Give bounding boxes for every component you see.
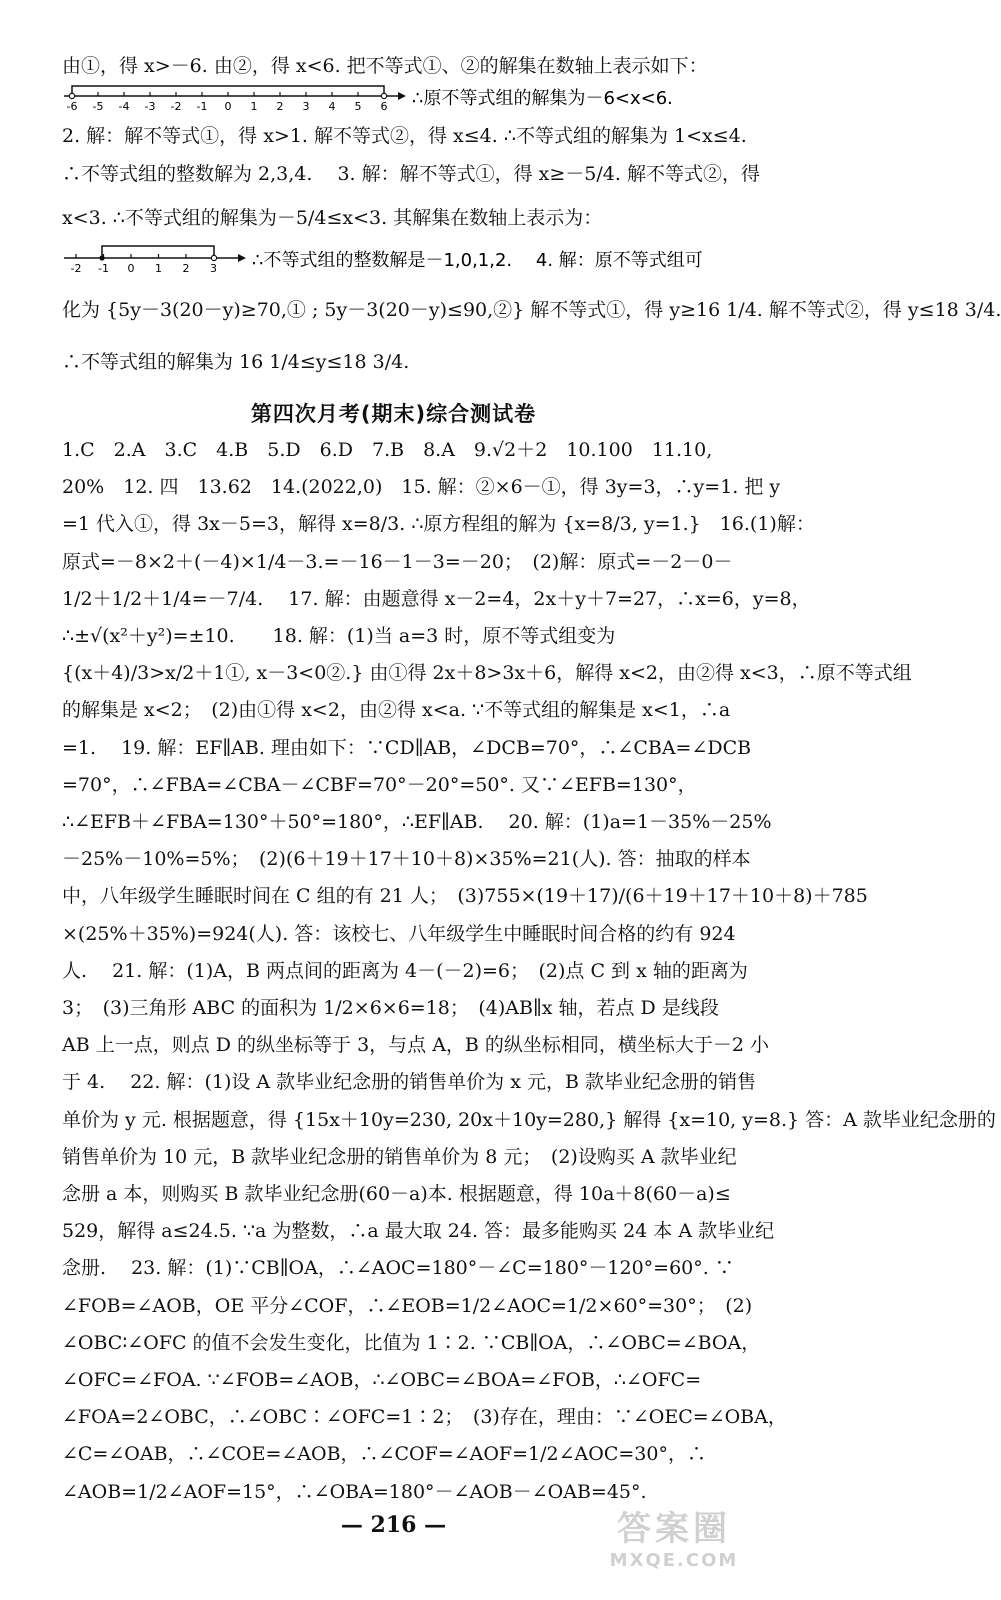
text-line: 化为 {5y－3(20－y)≥70,① ; 5y－3(20－y)≤90,②} 解不等式①，得 y≥16 1/4. 解不等式②，得 y≤18 3/4. — [62, 299, 1001, 321]
text-line: ∴∠EFB＋∠FBA=130°＋50°=180°，∴EF∥AB. 20. 解：(1)a=1－35%－25% — [62, 811, 772, 833]
text-line: x<3. ∴不等式组的解集为－5/4≤x<3. 其解集在数轴上表示为： — [62, 207, 603, 229]
axis1-arrow — [398, 92, 406, 100]
axis1-tick-label: 6 — [380, 100, 388, 113]
text-line: 的解集是 x<2； (2)由①得 x<2，由②得 x<a. ∵不等式组的解集是 x<1，∴a — [62, 699, 731, 721]
text-line: －25%－10%=5%； (2)(6＋19＋17＋10＋8)×35%=21(人). 答：抽取的样本 — [62, 848, 751, 870]
axis1-tick-label: 2 — [276, 100, 284, 113]
axis1-tick-label: -2 — [170, 100, 182, 113]
text-line: 20% 12. 四 13.62 14.(2022,0) 15. 解：②×6－①，得 3y=3，∴y=1. 把 y — [62, 476, 781, 498]
page-number: — 216 — — [340, 1512, 447, 1538]
site-watermark — [579, 1508, 769, 1578]
text-line: 由①，得 x>－6. 由②，得 x<6. 把不等式①、②的解集在数轴上表示如下： — [62, 55, 708, 77]
axis1-open-point-right — [381, 93, 386, 98]
axis1-tick-label: -3 — [144, 100, 156, 113]
axis2-tick-label: 3 — [210, 262, 217, 275]
axis2-tick-label: -1 — [98, 262, 109, 275]
text-line: ∠OBC∶∠OFC 的值不会发生变化，比值为 1∶2. ∵CB∥OA，∴∠OBC=∠BOA， — [62, 1332, 761, 1354]
axis2-open-point — [211, 255, 216, 260]
axis1-tick-label: -1 — [196, 100, 208, 113]
axis2-tick-label: -2 — [70, 262, 82, 275]
text-line: ×(25%＋35%)=924(人). 答：该校七、八年级学生中睡眠时间合格的约有 924 — [62, 923, 736, 945]
text-line: 2. 解：解不等式①，得 x>1. 解不等式②，得 x≤4. ∴不等式组的解集为 1<x≤4. — [62, 125, 747, 147]
text-line: ∠OFC=∠FOA. ∵∠FOB=∠AOB，∴∠OBC=∠BOA=∠FOB，∴∠OFC= — [62, 1369, 702, 1391]
text-line: 3； (3)三角形 ABC 的面积为 1/2×6×6=18； (4)AB∥x 轴，若点 D 是线段 — [62, 997, 719, 1019]
text-line: 单价为 y 元. 根据题意，得 {15x＋10y=230, 20x＋10y=280,} 解得 {x=10, y=8.} 答：A 款毕业纪念册的 — [62, 1109, 996, 1131]
axis1-tick-label: 1 — [250, 100, 258, 113]
axis2-tail-text: ∴不等式组的整数解是－1,0,1,2. 4. 解：原不等式组可 — [252, 250, 703, 271]
axis1-tick-label: -4 — [118, 100, 130, 113]
text-line: 于 4. 22. 解：(1)设 A 款毕业纪念册的销售单价为 x 元，B 款毕业纪念册的销售 — [62, 1071, 756, 1093]
axis2-tick-label: 2 — [182, 262, 190, 275]
axis2-arrow — [238, 254, 246, 262]
axis2-tick-label: 1 — [155, 262, 162, 275]
number-line-2 — [62, 240, 722, 278]
text-line: =70°，∴∠FBA=∠CBA－∠CBF=70°－20°=50°. 又∵∠EFB=130°， — [62, 774, 697, 796]
text-line: ∠FOA=2∠OBC，∴∠OBC∶∠OFC=1∶2； (3)存在，理由：∵∠OEC=∠OBA， — [62, 1406, 787, 1428]
axis1-tick-label: -5 — [92, 100, 104, 113]
text-line: 中，八年级学生睡眠时间在 C 组的有 21 人； (3)755×(19＋17)/(6＋19＋17＋10＋8)＋785 — [62, 885, 868, 907]
axis1-tick-label: 5 — [354, 100, 362, 113]
text-line: =1 代入①，得 3x－5=3，解得 x=8/3. ∴原方程组的解为 {x=8/3, y=1.} 16.(1)解： — [62, 513, 815, 535]
text-line: 1/2＋1/2＋1/4=－7/4. 17. 解：由题意得 x－2=4，2x＋y＋7=27，∴x=6，y=8， — [62, 588, 811, 610]
axis1-tick-label: 3 — [302, 100, 310, 113]
text-line: {(x＋4)/3>x/2＋1①, x－3<0②.} 由①得 2x＋8>3x＋6，解得 x<2，由②得 x<3，∴原不等式组 — [62, 662, 912, 684]
text-line: 1.C 2.A 3.C 4.B 5.D 6.D 7.B 8.A 9.√2＋2 10.100 11.10, — [62, 439, 713, 461]
text-line: ∠C=∠OAB，∴∠COE=∠AOB，∴∠COF=∠AOF=1/2∠AOC=30°，∴ — [62, 1443, 706, 1465]
axis2-closed-point — [99, 255, 104, 260]
text-line: 529，解得 a≤24.5. ∵a 为整数，∴a 最大取 24. 答：最多能购买 24 本 A 款毕业纪 — [62, 1220, 775, 1242]
text-line: ∠AOB=1/2∠AOF=15°，∴∠OBA=180°－∠AOB－∠OAB=45°. — [62, 1481, 647, 1503]
text-line: ∠FOB=∠AOB，OE 平分∠COF，∴∠EOB=1/2∠AOC=1/2×60°=30°； (2) — [62, 1295, 753, 1317]
axis1-tick-label: -6 — [66, 100, 78, 113]
axis1-tick-label: 0 — [224, 100, 232, 113]
axis1-tail-text: ∴原不等式组的解集为－6<x<6. — [412, 88, 673, 109]
axis1-tick-label: 4 — [328, 100, 336, 113]
axis1-open-point-left — [69, 93, 74, 98]
text-line: =1. 19. 解：EF∥AB. 理由如下：∵CD∥AB，∠DCB=70°，∴∠CBA=∠DCB — [62, 737, 752, 759]
text-line: 念册. 23. 解：(1)∵CB∥OA，∴∠AOC=180°－∠C=180°－120°=60°. ∵ — [62, 1257, 734, 1279]
text-line: 人. 21. 解：(1)A，B 两点间的距离为 4－(－2)=6； (2)点 C 到 x 轴的距离为 — [62, 960, 748, 982]
text-line: ∴不等式组的整数解为 2,3,4. 3. 解：解不等式①，得 x≥－5/4. 解不等式②，得 — [62, 163, 760, 185]
number-line-2-svg — [62, 240, 722, 278]
text-line: 念册 a 本，则购买 B 款毕业纪念册(60－a)本. 根据题意，得 10a＋8(60－a)≤ — [62, 1183, 731, 1205]
number-line-1-svg — [62, 82, 722, 120]
watermark-url: MXQE.COM — [609, 1550, 739, 1571]
section-title: 第四次月考(期末)综合测试卷 — [250, 402, 537, 426]
text-line: 原式=－8×2＋(－4)×1/4－3.=－16－1－3=－20； (2)解：原式=－2－0－ — [62, 551, 733, 573]
axis2-tick-label: 0 — [127, 262, 135, 275]
watermark-logo-text: 答案圈 — [617, 1509, 731, 1549]
text-line: 销售单价为 10 元，B 款毕业纪念册的销售单价为 8 元； (2)设购买 A 款毕业纪 — [62, 1146, 737, 1168]
text-line: ∴不等式组的解集为 16 1/4≤y≤18 3/4. — [62, 351, 410, 373]
text-line: AB 上一点，则点 D 的纵坐标等于 3，与点 A，B 的纵坐标相同，横坐标大于－2 小 — [62, 1034, 770, 1056]
text-line: ∴±√(x²＋y²)=±10. 18. 解：(1)当 a=3 时，原不等式组变为 — [62, 625, 616, 647]
number-line-1 — [62, 82, 722, 120]
